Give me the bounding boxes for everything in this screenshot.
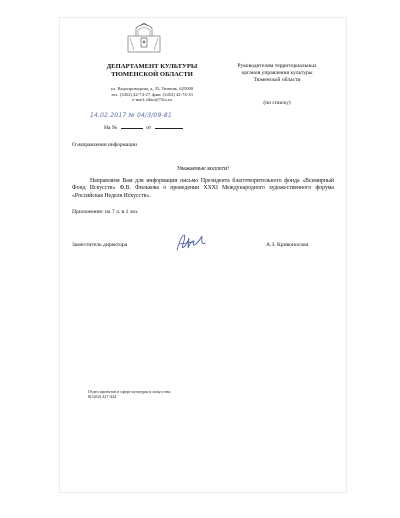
reference-line [104,125,185,131]
reference-number-blank [121,128,143,129]
department-name-line1: ДЕПАРТАМЕНТ КУЛЬТУРЫ [106,63,198,70]
letter-body: Направляем Вам для информации письмо Президента благотворительного фонда «Всемирный Фонд Искусств» Ф.В. Филькова о проведении XXXI Международного художественного форума «Российская Неделя Искусств». [72,178,334,199]
recipient-line2: органов управления культуры [241,70,313,76]
signature-icon [174,232,210,254]
department-name-line2: ТЮМЕНСКОЙ ОБЛАСТИ [111,71,193,78]
executor-footer [88,389,171,399]
handwritten-outgoing-number: 14.02.2017 № 04/3/09-81 [90,112,172,119]
department-address [82,86,222,103]
address-line3: e-mail: dkto@72to.ru [132,97,172,103]
signatory-name: А.З. Кривоносова [266,242,309,248]
coat-of-arms-icon [126,22,162,54]
letter-page [60,18,346,492]
department-name [82,63,222,79]
footer-line2: 8(3452) 427-424 [88,394,117,400]
recipient-line1: Руководителям территориальных [237,63,317,69]
signatory-position: Заместитель директора [72,242,128,248]
address-line2: тел. (3452) 42-74-27, факс (3452) 42-74-33 [111,91,193,97]
na-label: На № [104,125,118,131]
recipient-block [223,63,331,84]
recipient-line3: Тюменской области [253,77,301,83]
reference-date-blank [155,128,183,129]
ot-label: от [146,125,152,131]
greeting: Уважаемые коллеги! [176,166,230,172]
attachment-note: Приложение: на 7 л. в 1 экз. [72,209,139,215]
footer-line1: Отдел проектов в сфере культуры и искусства, [88,389,172,394]
letter-subject: О направлении информации [72,142,137,148]
address-line1: ул. Водопроводная, д. 35, Тюмень, 625000 [110,86,194,91]
recipient-list-note: (по списку) [263,100,291,106]
